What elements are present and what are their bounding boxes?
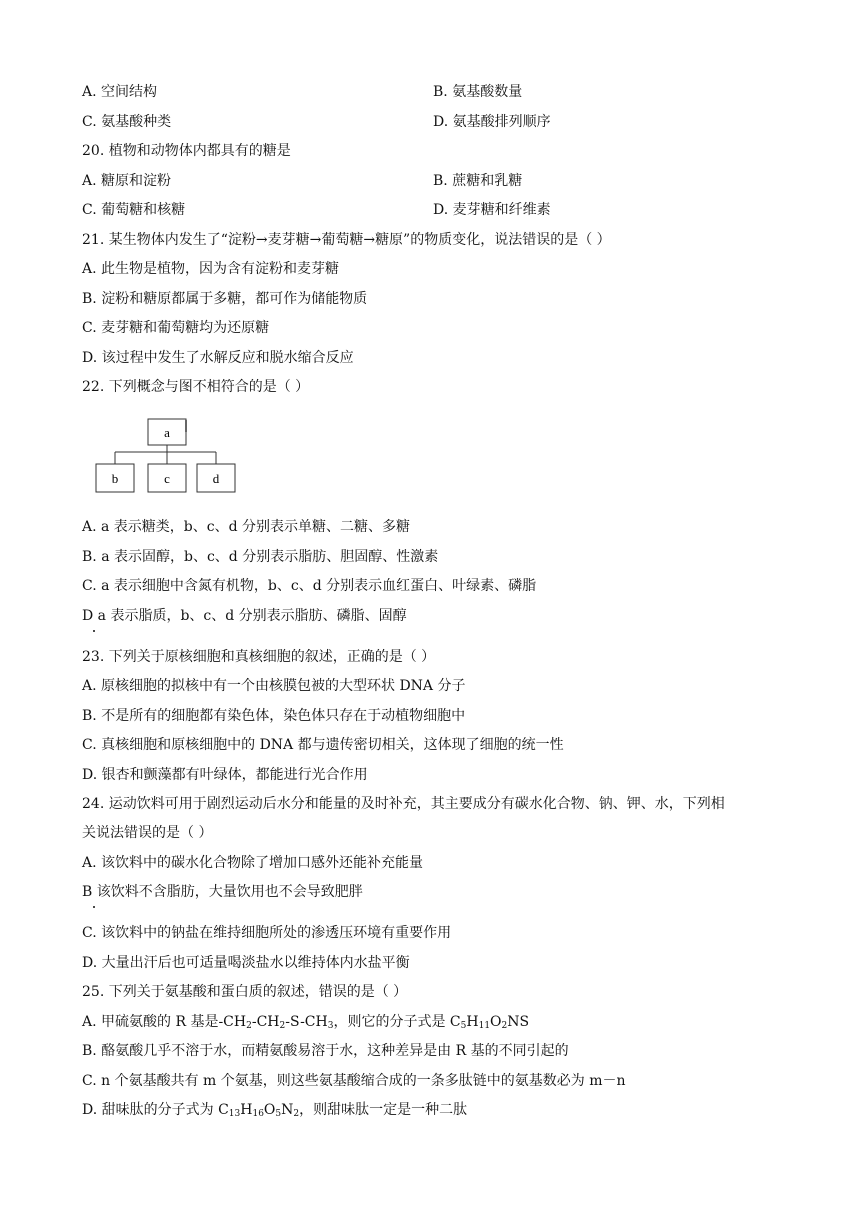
diagram-label-b: b bbox=[111, 471, 119, 486]
q21-option-b: B. 淀粉和糖原都属于多糖，都可作为储能物质 bbox=[82, 291, 368, 307]
q22-option-b: B. a 表示固醇，b、c、d 分别表示脂肪、胆固醇、性激素 bbox=[82, 549, 439, 565]
q22-stem: 22. 下列概念与图不相符合的是（ ） bbox=[82, 379, 310, 395]
q23-option-d: D. 银杏和颤藻都有叶绿体，都能进行光合作用 bbox=[82, 767, 368, 783]
q22-option-d: D a 表示脂质，b、c、d 分别表示脂肪、磷脂、固醇 bbox=[82, 608, 407, 624]
q22-option-a: A. a 表示糖类，b、c、d 分别表示单糖、二糖、多糖 bbox=[82, 519, 411, 535]
q20-option-b: B. 蔗糖和乳糖 bbox=[433, 173, 523, 189]
q19-option-d: D. 氨基酸排列顺序 bbox=[433, 114, 551, 130]
q25-option-a: A. 甲硫氨酸的 R 基是$-CH_2-CH_2-S-CH_3$，则它的分子式是 $C_5H_{11}O_2NS$ bbox=[82, 1014, 530, 1031]
q20-stem: 20. 植物和动物体内都具有的糖是 bbox=[82, 143, 291, 159]
q24-stem-line2: 关说法错误的是（ ） bbox=[82, 825, 213, 841]
q21-option-c: C. 麦芽糖和葡萄糖均为还原糖 bbox=[82, 320, 270, 336]
q24-stem-line1: 24. 运动饮料可用于剧烈运动后水分和能量的及时补充，其主要成分有碳水化合物、钠、钾、水，下列相 bbox=[82, 796, 725, 812]
q19-option-a: A. 空间结构 bbox=[82, 84, 158, 100]
q20-option-a: A. 糖原和淀粉 bbox=[82, 173, 172, 189]
concept-tree-diagram bbox=[94, 415, 239, 495]
q23-option-a: A. 原核细胞的拟核中有一个由核膜包被的大型环状 DNA 分子 bbox=[82, 678, 466, 694]
diagram-label-a: a bbox=[164, 425, 170, 440]
stray-dot-mark bbox=[93, 630, 95, 632]
q24-option-c: C. 该饮料中的钠盐在维持细胞所处的渗透压环境有重要作用 bbox=[82, 925, 452, 941]
q24-option-b: B 该饮料不含脂肪，大量饮用也不会导致肥胖 bbox=[82, 884, 363, 900]
q23-option-b: B. 不是所有的细胞都有染色体，染色体只存在于动植物细胞中 bbox=[82, 708, 466, 724]
q25-option-d: D. 甜味肽的分子式为 $C_{13}H_{16}O_5N_2$，则甜味肽一定是一种二肽 bbox=[82, 1102, 468, 1119]
diagram-label-d: d bbox=[212, 471, 220, 486]
q19-option-c: C. 氨基酸种类 bbox=[82, 114, 172, 130]
q21-option-d: D. 该过程中发生了水解反应和脱水缩合反应 bbox=[82, 350, 354, 366]
q24-option-a: A. 该饮料中的碳水化合物除了增加口感外还能补充能量 bbox=[82, 855, 424, 871]
diagram-label-c: c bbox=[164, 471, 170, 486]
q21-stem: 21. 某生物体内发生了“淀粉→麦芽糖→葡萄糖→糖原”的物质变化，说法错误的是（ ） bbox=[82, 232, 611, 248]
q25-option-b: B. 酪氨酸几乎不溶于水，而精氨酸易溶于水，这种差异是由 R 基的不同引起的 bbox=[82, 1043, 569, 1059]
q25-stem: 25. 下列关于氨基酸和蛋白质的叙述，错误的是（ ） bbox=[82, 984, 408, 1000]
stray-dot-mark bbox=[93, 906, 95, 908]
q25-option-c: C. n 个氨基酸共有 m 个氨基，则这些氨基酸缩合成的一条多肽链中的氨基数必为 m－n bbox=[82, 1073, 626, 1089]
q22-option-c: C. a 表示细胞中含氮有机物，b、c、d 分别表示血红蛋白、叶绿素、磷脂 bbox=[82, 578, 537, 594]
q23-option-c: C. 真核细胞和原核细胞中的 DNA 都与遗传密切相关，这体现了细胞的统一性 bbox=[82, 737, 564, 753]
q20-option-c: C. 葡萄糖和核糖 bbox=[82, 202, 186, 218]
q19-option-b: B. 氨基酸数量 bbox=[433, 84, 523, 100]
q21-option-a: A. 此生物是植物，因为含有淀粉和麦芽糖 bbox=[82, 261, 340, 277]
q23-stem: 23. 下列关于原核细胞和真核细胞的叙述，正确的是（ ） bbox=[82, 649, 436, 665]
q24-option-d: D. 大量出汗后也可适量喝淡盐水以维持体内水盐平衡 bbox=[82, 955, 410, 971]
q20-option-d: D. 麦芽糖和纤维素 bbox=[433, 202, 551, 218]
